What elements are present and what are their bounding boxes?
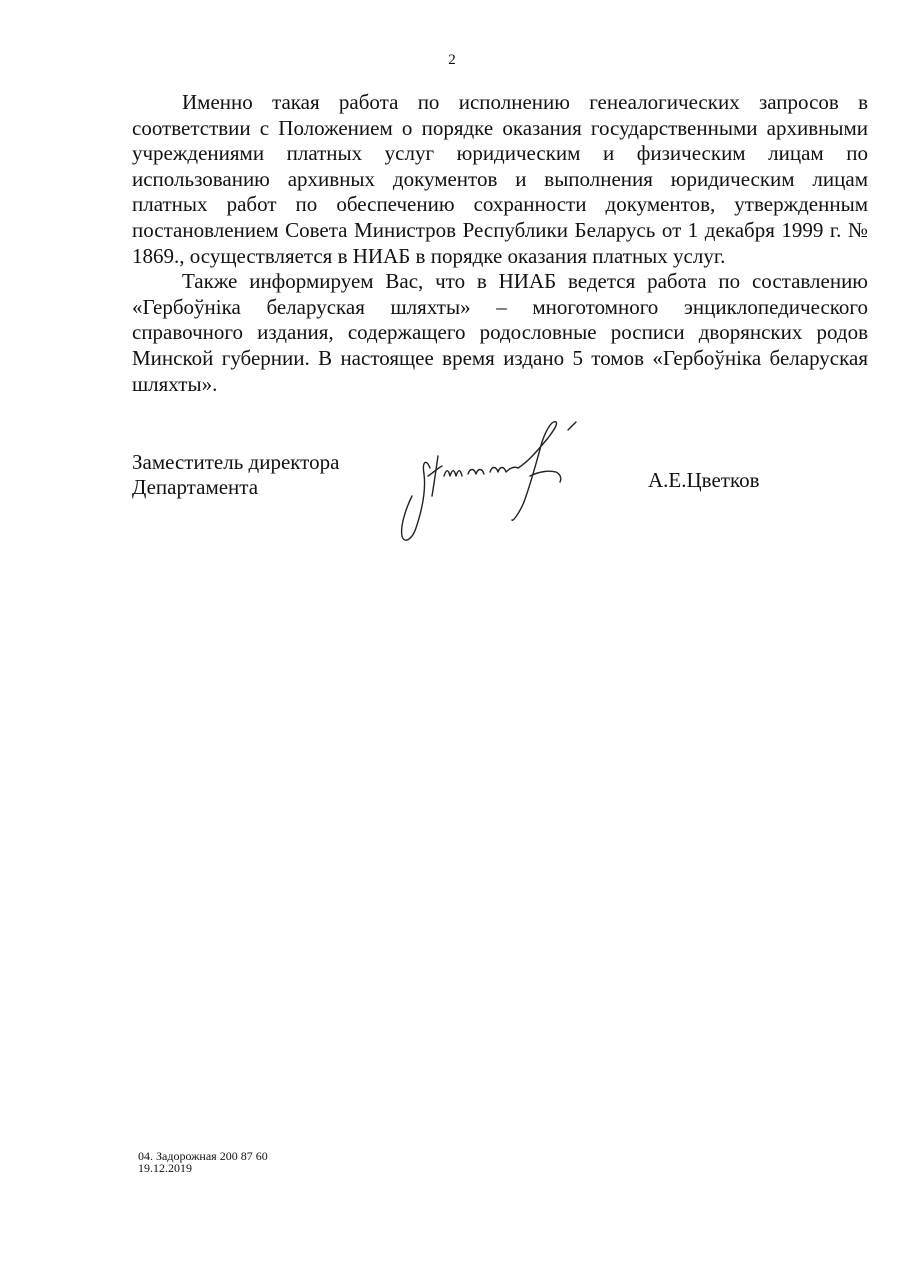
signature-block (132, 450, 868, 550)
executor-footer (138, 1150, 268, 1174)
signer-name: А.Е.Цветков (648, 468, 760, 492)
handwritten-signature (382, 410, 612, 550)
signer-title-line-2: Департамента (132, 475, 259, 499)
page-number: 2 (448, 52, 456, 68)
paragraph-armorial: Также информируем Вас, что в НИАБ ведется работа по составлению «Гербоўніка беларуская шляхты» – многотомного энциклопедического справочного издания, содержащего родословные росписи дворянских родов Минской губернии. В настоящее время издано 5 томов «Гербоўніка беларуская шляхты». (132, 269, 868, 396)
letter-body (132, 90, 868, 397)
paragraph-paid-services: Именно такая работа по исполнению генеалогических запросов в соответствии с Положением о порядке оказания государственными архивными учреждениями платных услуг юридическим и физическим лицам по использованию архивных документов и выполнения юридическим лицам платных работ по обеспечению сохранности документов, утвержденным постановлением Совета Министров Республики Беларусь от 1 декабря 1999 г. № 1869., осуществляется в НИАБ в порядке оказания платных услуг. (132, 90, 868, 268)
signer-title-line-1: Заместитель директора (132, 450, 340, 474)
executor-info: 04. Задорожная 200 87 60 (138, 1149, 268, 1163)
footer-date: 19.12.2019 (138, 1161, 192, 1175)
signer-title (132, 450, 339, 500)
